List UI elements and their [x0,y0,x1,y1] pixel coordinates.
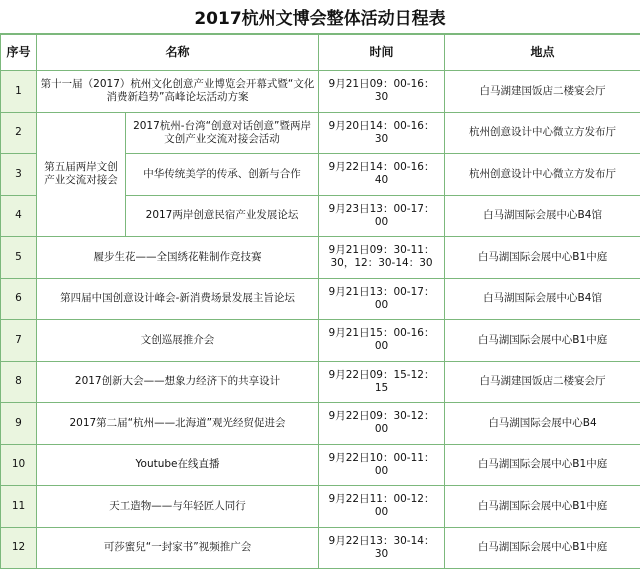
row-name: 2017创新大会——想象力经济下的共享设计 [37,361,319,403]
group-label: 第五届两岸文创产业交流对接会 [37,112,126,237]
table-row [1,403,640,445]
row-name: 2017两岸创意民宿产业发展论坛 [126,195,319,237]
row-time: 9月23日13：00-17：00 [319,195,445,237]
row-name: 2017第二届“杭州——北海道”观光经贸促进会 [37,403,319,445]
row-time: 9月22日09：15-12：15 [319,361,445,403]
row-time: 9月22日11：00-12：00 [319,486,445,528]
row-index: 8 [1,361,37,403]
row-place: 杭州创意设计中心微立方发布厅 [445,154,640,196]
row-place: 白马湖国际会展中心B4 [445,403,640,445]
row-time: 9月22日14：00-16：40 [319,154,445,196]
row-time: 9月22日13：30-14：30 [319,527,445,569]
row-index: 7 [1,320,37,362]
row-index: 3 [1,154,37,196]
table-row [1,444,640,486]
row-time: 9月21日09：30-11：30，12：30-14：30 [319,237,445,279]
row-index: 1 [1,71,37,113]
row-name: 文创巡展推介会 [37,320,319,362]
table-row [1,527,640,569]
table-row [1,71,640,113]
row-index: 10 [1,444,37,486]
row-place: 白马湖国际会展中心B1中庭 [445,320,640,362]
table-row [1,237,640,279]
row-time: 9月21日13：00-17：00 [319,278,445,320]
header-place: 地点 [445,35,640,71]
row-index: 11 [1,486,37,528]
row-index: 6 [1,278,37,320]
row-name: 第四届中国创意设计峰会-新消费场景发展主旨论坛 [37,278,319,320]
row-place: 白马湖国际会展中心B1中庭 [445,237,640,279]
row-index: 5 [1,237,37,279]
header-index: 序号 [1,35,37,71]
row-name: 中华传统美学的传承、创新与合作 [126,154,319,196]
row-time: 9月21日09：00-16：30 [319,71,445,113]
row-name: 2017杭州-台湾“创意对话创意”暨两岸文创产业交流对接会活动 [126,112,319,154]
row-place: 白马湖国际会展中心B1中庭 [445,527,640,569]
row-time: 9月22日09：30-12：00 [319,403,445,445]
row-index: 9 [1,403,37,445]
row-place: 白马湖国际会展中心B4馆 [445,195,640,237]
table-row [1,486,640,528]
table-row [1,320,640,362]
header-name: 名称 [37,35,319,71]
table-row [1,278,640,320]
header-time: 时间 [319,35,445,71]
row-place: 白马湖建国饭店二楼宴会厅 [445,71,640,113]
row-place: 白马湖建国饭店二楼宴会厅 [445,361,640,403]
row-place: 白马湖国际会展中心B4馆 [445,278,640,320]
row-index: 4 [1,195,37,237]
table-row [1,361,640,403]
row-index: 12 [1,527,37,569]
row-name: 可莎蜜兒“一封家书”视频推广会 [37,527,319,569]
header-row [1,35,640,71]
row-time: 9月22日10：00-11：00 [319,444,445,486]
row-time: 9月20日14：00-16：30 [319,112,445,154]
row-name: 第十一届（2017）杭州文化创意产业博览会开幕式暨“文化消费新趋势”高峰论坛活动方案 [37,71,319,113]
row-name: 履步生花——全国绣花鞋制作竞技赛 [37,237,319,279]
row-name: 天工造物——与年轻匠人同行 [37,486,319,528]
row-place: 杭州创意设计中心微立方发布厅 [445,112,640,154]
schedule-table [0,34,640,569]
row-place: 白马湖国际会展中心B1中庭 [445,486,640,528]
row-index: 2 [1,112,37,154]
page-title: 2017杭州文博会整体活动日程表 [0,0,640,34]
row-time: 9月21日15：00-16：00 [319,320,445,362]
row-place: 白马湖国际会展中心B1中庭 [445,444,640,486]
table-row [1,112,640,154]
row-name: Youtube在线直播 [37,444,319,486]
